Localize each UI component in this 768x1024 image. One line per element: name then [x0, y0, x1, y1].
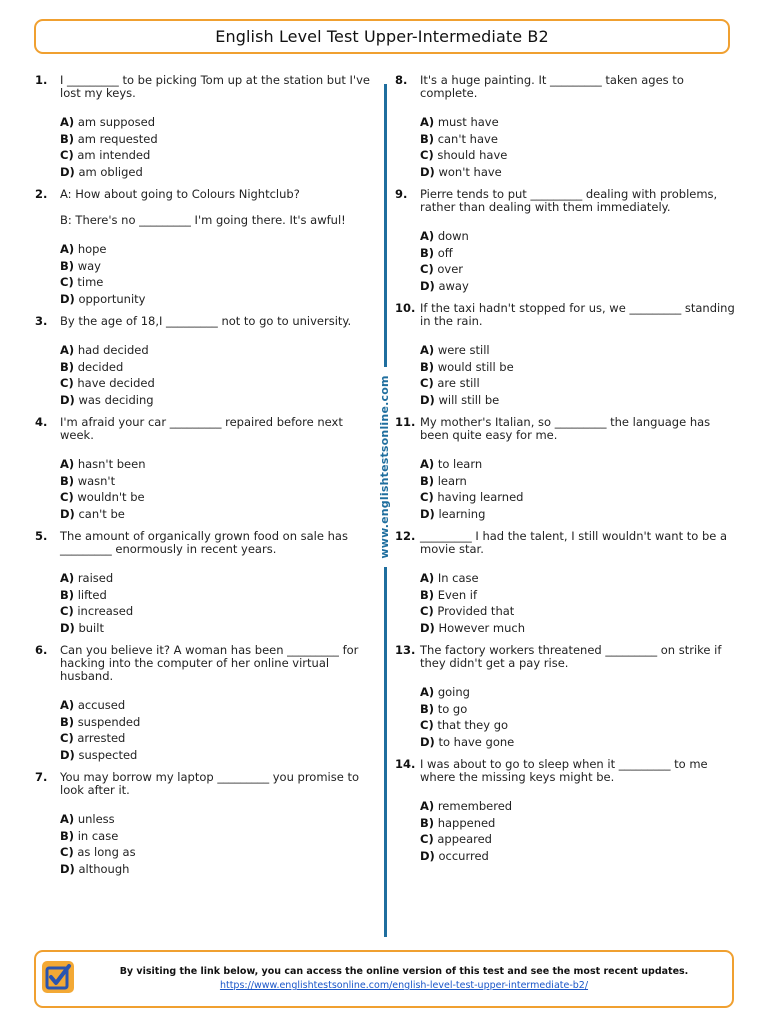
option-letter: C) — [420, 148, 434, 162]
question-number: 5. — [35, 529, 48, 543]
option-letter: D) — [60, 861, 75, 876]
option-text: have decided — [77, 376, 155, 390]
option-letter: C) — [420, 718, 434, 732]
answer-options — [420, 684, 735, 750]
option-letter: C) — [60, 148, 74, 162]
question-number: 13. — [395, 643, 416, 657]
option-letter: B) — [420, 359, 435, 374]
option-text: learning — [438, 506, 486, 521]
option-text: am supposed — [77, 115, 155, 129]
option-text: opportunity — [78, 291, 146, 306]
answer-options — [420, 456, 735, 522]
option-text: built — [78, 620, 104, 635]
answer-option[interactable] — [60, 603, 370, 620]
option-text: am requested — [77, 131, 158, 146]
option-letter: D) — [60, 506, 75, 521]
left-column — [35, 66, 370, 877]
question-text: You may borrow my laptop _________ you promise to look after it. — [60, 770, 359, 797]
answer-option[interactable] — [60, 861, 370, 878]
option-text: will still be — [438, 392, 500, 407]
answer-options — [420, 798, 735, 864]
answer-option[interactable] — [60, 697, 370, 714]
option-text: decided — [77, 359, 124, 374]
question-9 — [395, 188, 735, 294]
option-letter: C) — [420, 376, 434, 390]
option-letter: A) — [60, 343, 75, 357]
option-letter: B) — [60, 587, 75, 602]
question-text: I'm afraid your car _________ repaired before next week. — [60, 415, 343, 442]
option-text: occurred — [438, 848, 489, 863]
answer-option[interactable] — [60, 375, 370, 392]
option-text: raised — [77, 571, 114, 585]
question-text: The factory workers threatened _________ on strike if they didn't get a pay rise. — [420, 643, 722, 670]
option-text: happened — [437, 815, 496, 830]
answer-option[interactable] — [60, 164, 370, 181]
answer-option[interactable] — [60, 473, 370, 490]
option-letter: A) — [60, 698, 75, 712]
option-text: remembered — [437, 799, 513, 813]
option-text: way — [77, 258, 101, 273]
answer-options — [60, 241, 370, 307]
option-letter: A) — [420, 799, 435, 813]
question-text: My mother's Italian, so _________ the language has been quite easy for me. — [420, 415, 711, 442]
option-text: that they go — [437, 718, 509, 732]
option-text: am intended — [77, 148, 151, 162]
answer-option[interactable] — [60, 359, 370, 376]
option-text: must have — [437, 115, 499, 129]
question-body — [60, 188, 370, 307]
answer-option[interactable] — [420, 848, 735, 865]
answer-option[interactable] — [60, 747, 370, 764]
option-text: appeared — [437, 832, 492, 846]
answer-option[interactable] — [60, 730, 370, 747]
question-text: _________ I had the talent, I still wouldn't want to be a movie star. — [420, 529, 728, 556]
question-number: 2. — [35, 187, 48, 201]
question-body — [420, 74, 735, 180]
question-7 — [35, 771, 370, 877]
option-letter: D) — [420, 278, 435, 293]
option-letter: C) — [420, 604, 434, 618]
question-body — [60, 416, 370, 522]
option-letter: C) — [60, 845, 74, 859]
question-6 — [35, 644, 370, 763]
question-14 — [395, 758, 735, 864]
answer-options — [60, 811, 370, 877]
answer-option[interactable] — [420, 684, 735, 701]
answer-option[interactable] — [420, 131, 735, 148]
option-text: can't have — [437, 131, 498, 146]
question-11 — [395, 416, 735, 522]
right-column — [395, 66, 735, 864]
answer-option[interactable] — [60, 258, 370, 275]
question-number: 4. — [35, 415, 48, 429]
option-letter: D) — [60, 747, 75, 762]
question-body — [420, 530, 735, 636]
question-text: If the taxi hadn't stopped for us, we _________ standing in the rain. — [420, 301, 735, 328]
answer-option[interactable] — [420, 456, 735, 473]
option-letter: A) — [420, 229, 435, 243]
option-text: was deciding — [78, 392, 154, 407]
question-text: It's a huge painting. It _________ taken ages to complete. — [420, 73, 684, 100]
answer-option[interactable] — [420, 261, 735, 278]
answer-option[interactable] — [60, 114, 370, 131]
answer-option[interactable] — [420, 228, 735, 245]
answer-option[interactable] — [420, 620, 735, 637]
question-body — [420, 188, 735, 294]
question-body — [420, 302, 735, 408]
option-letter: D) — [60, 620, 75, 635]
option-text: would still be — [437, 359, 514, 374]
answer-option[interactable] — [420, 734, 735, 751]
option-letter: C) — [420, 262, 434, 276]
option-letter: A) — [420, 115, 435, 129]
answer-option[interactable] — [420, 717, 735, 734]
answer-option[interactable] — [60, 489, 370, 506]
question-number: 7. — [35, 770, 48, 784]
option-text: were still — [437, 343, 490, 357]
question-text: Can you believe it? A woman has been _________ for hacking into the computer of her online virtual husband. — [60, 643, 359, 683]
option-letter: A) — [60, 115, 75, 129]
question-3 — [35, 315, 370, 408]
question-number: 3. — [35, 314, 48, 328]
answer-option[interactable] — [420, 831, 735, 848]
option-letter: D) — [60, 291, 75, 306]
answer-option[interactable] — [420, 359, 735, 376]
question-number: 6. — [35, 643, 48, 657]
option-letter: A) — [420, 571, 435, 585]
option-letter: C) — [60, 731, 74, 745]
option-text: hope — [77, 242, 107, 256]
option-text: going — [437, 685, 470, 699]
answer-option[interactable] — [420, 473, 735, 490]
footer-box — [34, 950, 734, 1008]
answer-option[interactable] — [420, 278, 735, 295]
option-text: off — [437, 245, 453, 260]
question-number: 8. — [395, 73, 408, 87]
option-text: However much — [438, 620, 525, 635]
question-number: 14. — [395, 757, 416, 771]
question-text: The amount of organically grown food on sale has _________ enormously in recent years. — [60, 529, 348, 556]
question-body — [420, 758, 735, 864]
option-text: having learned — [437, 490, 524, 504]
question-body — [60, 315, 370, 408]
option-text: Provided that — [437, 604, 515, 618]
option-letter: A) — [60, 571, 75, 585]
answer-option[interactable] — [60, 274, 370, 291]
question-body — [420, 644, 735, 750]
question-text: I _________ to be picking Tom up at the station but I've lost my keys. — [60, 73, 370, 100]
question-text: Pierre tends to put _________ dealing with problems, rather than dealing with them immediately. — [420, 187, 718, 214]
option-text: to have gone — [438, 734, 515, 749]
option-text: suspected — [78, 747, 138, 762]
answer-option[interactable] — [420, 506, 735, 523]
answer-options — [60, 697, 370, 763]
option-letter: D) — [420, 620, 435, 635]
question-8 — [395, 74, 735, 180]
answer-options — [420, 228, 735, 294]
question-subtext: B: There's no _________ I'm going there. It's awful! — [60, 213, 346, 227]
option-letter: B) — [60, 714, 75, 729]
question-body — [60, 644, 370, 763]
question-2 — [35, 188, 370, 307]
option-text: lifted — [77, 587, 107, 602]
option-text: to learn — [437, 457, 483, 471]
option-text: unless — [77, 812, 115, 826]
answer-option[interactable] — [60, 828, 370, 845]
footer-text: By visiting the link below, you can access the online version of this test and see the most recent updates. — [119, 966, 689, 977]
answer-option[interactable] — [60, 241, 370, 258]
option-text: In case — [437, 571, 479, 585]
answer-option[interactable] — [60, 456, 370, 473]
option-text: down — [437, 229, 469, 243]
option-letter: A) — [420, 685, 435, 699]
answer-options — [60, 570, 370, 636]
option-letter: B) — [60, 473, 75, 488]
option-letter: D) — [420, 848, 435, 863]
answer-option[interactable] — [420, 114, 735, 131]
option-letter: D) — [60, 164, 75, 179]
option-letter: B) — [420, 131, 435, 146]
answer-option[interactable] — [420, 587, 735, 604]
option-letter: D) — [60, 392, 75, 407]
question-number: 11. — [395, 415, 416, 429]
option-letter: C) — [60, 604, 74, 618]
answer-option[interactable] — [60, 714, 370, 731]
answer-options — [60, 114, 370, 180]
question-text: A: How about going to Colours Nightclub? — [60, 187, 300, 201]
question-body — [60, 74, 370, 180]
question-body — [420, 416, 735, 522]
option-letter: B) — [60, 258, 75, 273]
answer-option[interactable] — [60, 620, 370, 637]
test-link[interactable]: https://www.englishtestsonline.com/english-level-test-upper-intermediate-b2/ — [219, 980, 589, 991]
answer-options — [60, 456, 370, 522]
question-number: 9. — [395, 187, 408, 201]
answer-option[interactable] — [420, 392, 735, 409]
question-4 — [35, 416, 370, 522]
option-letter: B) — [60, 131, 75, 146]
answer-option[interactable] — [420, 164, 735, 181]
option-letter: B) — [420, 587, 435, 602]
option-letter: A) — [60, 457, 75, 471]
option-letter: A) — [420, 457, 435, 471]
answer-option[interactable] — [420, 815, 735, 832]
question-number: 12. — [395, 529, 416, 543]
question-text: I was about to go to sleep when it _________ to me where the missing keys might be. — [420, 757, 708, 784]
option-text: away — [438, 278, 469, 293]
option-letter: B) — [420, 245, 435, 260]
option-letter: A) — [420, 343, 435, 357]
page-title: English Level Test Upper-Intermediate B2 — [215, 27, 549, 46]
option-letter: C) — [420, 490, 434, 504]
question-12 — [395, 530, 735, 636]
answer-option[interactable] — [60, 844, 370, 861]
option-letter: D) — [420, 392, 435, 407]
question-1 — [35, 74, 370, 180]
answer-option[interactable] — [420, 342, 735, 359]
option-text: accused — [77, 698, 126, 712]
option-text: hasn't been — [77, 457, 146, 471]
answer-option[interactable] — [420, 245, 735, 262]
option-text: wouldn't be — [77, 490, 145, 504]
option-letter: B) — [420, 473, 435, 488]
answer-option[interactable] — [420, 489, 735, 506]
answer-option[interactable] — [60, 147, 370, 164]
option-letter: C) — [60, 376, 74, 390]
option-text: time — [77, 275, 104, 289]
title-box — [34, 19, 730, 54]
question-number: 1. — [35, 73, 48, 87]
answer-option[interactable] — [60, 342, 370, 359]
option-text: Even if — [437, 587, 478, 602]
answer-option[interactable] — [60, 392, 370, 409]
question-5 — [35, 530, 370, 636]
option-text: wasn't — [77, 473, 116, 488]
option-text: suspended — [77, 714, 141, 729]
option-letter: D) — [420, 734, 435, 749]
option-text: won't have — [438, 164, 502, 179]
option-letter: A) — [60, 242, 75, 256]
option-text: increased — [77, 604, 134, 618]
option-text: are still — [437, 376, 480, 390]
checkbox-check-icon — [42, 961, 74, 993]
option-text: should have — [437, 148, 508, 162]
answer-option[interactable] — [420, 147, 735, 164]
option-text: learn — [437, 473, 467, 488]
answer-option[interactable] — [420, 375, 735, 392]
question-body — [60, 530, 370, 636]
option-text: to go — [437, 701, 468, 716]
option-letter: B) — [60, 828, 75, 843]
answer-option[interactable] — [60, 291, 370, 308]
option-letter: B) — [420, 701, 435, 716]
answer-option[interactable] — [60, 506, 370, 523]
answer-options — [420, 342, 735, 408]
answer-option[interactable] — [60, 587, 370, 604]
answer-option[interactable] — [60, 131, 370, 148]
question-13 — [395, 644, 735, 750]
option-letter: A) — [60, 812, 75, 826]
question-body — [60, 771, 370, 877]
site-watermark: www.englishtestsonline.com — [378, 367, 392, 567]
answer-option[interactable] — [60, 811, 370, 828]
option-text: in case — [77, 828, 119, 843]
question-number: 10. — [395, 301, 416, 315]
option-text: arrested — [77, 731, 126, 745]
answer-option[interactable] — [60, 570, 370, 587]
question-text: By the age of 18,I _________ not to go to university. — [60, 314, 352, 328]
answer-option[interactable] — [420, 570, 735, 587]
answer-options — [60, 342, 370, 408]
answer-option[interactable] — [420, 701, 735, 718]
answer-options — [420, 114, 735, 180]
option-letter: C) — [420, 832, 434, 846]
option-text: although — [78, 861, 130, 876]
option-letter: D) — [420, 506, 435, 521]
option-text: over — [437, 262, 464, 276]
answer-options — [420, 570, 735, 636]
question-10 — [395, 302, 735, 408]
option-text: can't be — [78, 506, 125, 521]
answer-option[interactable] — [420, 603, 735, 620]
option-letter: B) — [60, 359, 75, 374]
option-text: as long as — [77, 845, 136, 859]
option-text: had decided — [77, 343, 149, 357]
option-letter: B) — [420, 815, 435, 830]
option-text: am obliged — [78, 164, 143, 179]
answer-option[interactable] — [420, 798, 735, 815]
option-letter: C) — [60, 275, 74, 289]
option-letter: D) — [420, 164, 435, 179]
option-letter: C) — [60, 490, 74, 504]
